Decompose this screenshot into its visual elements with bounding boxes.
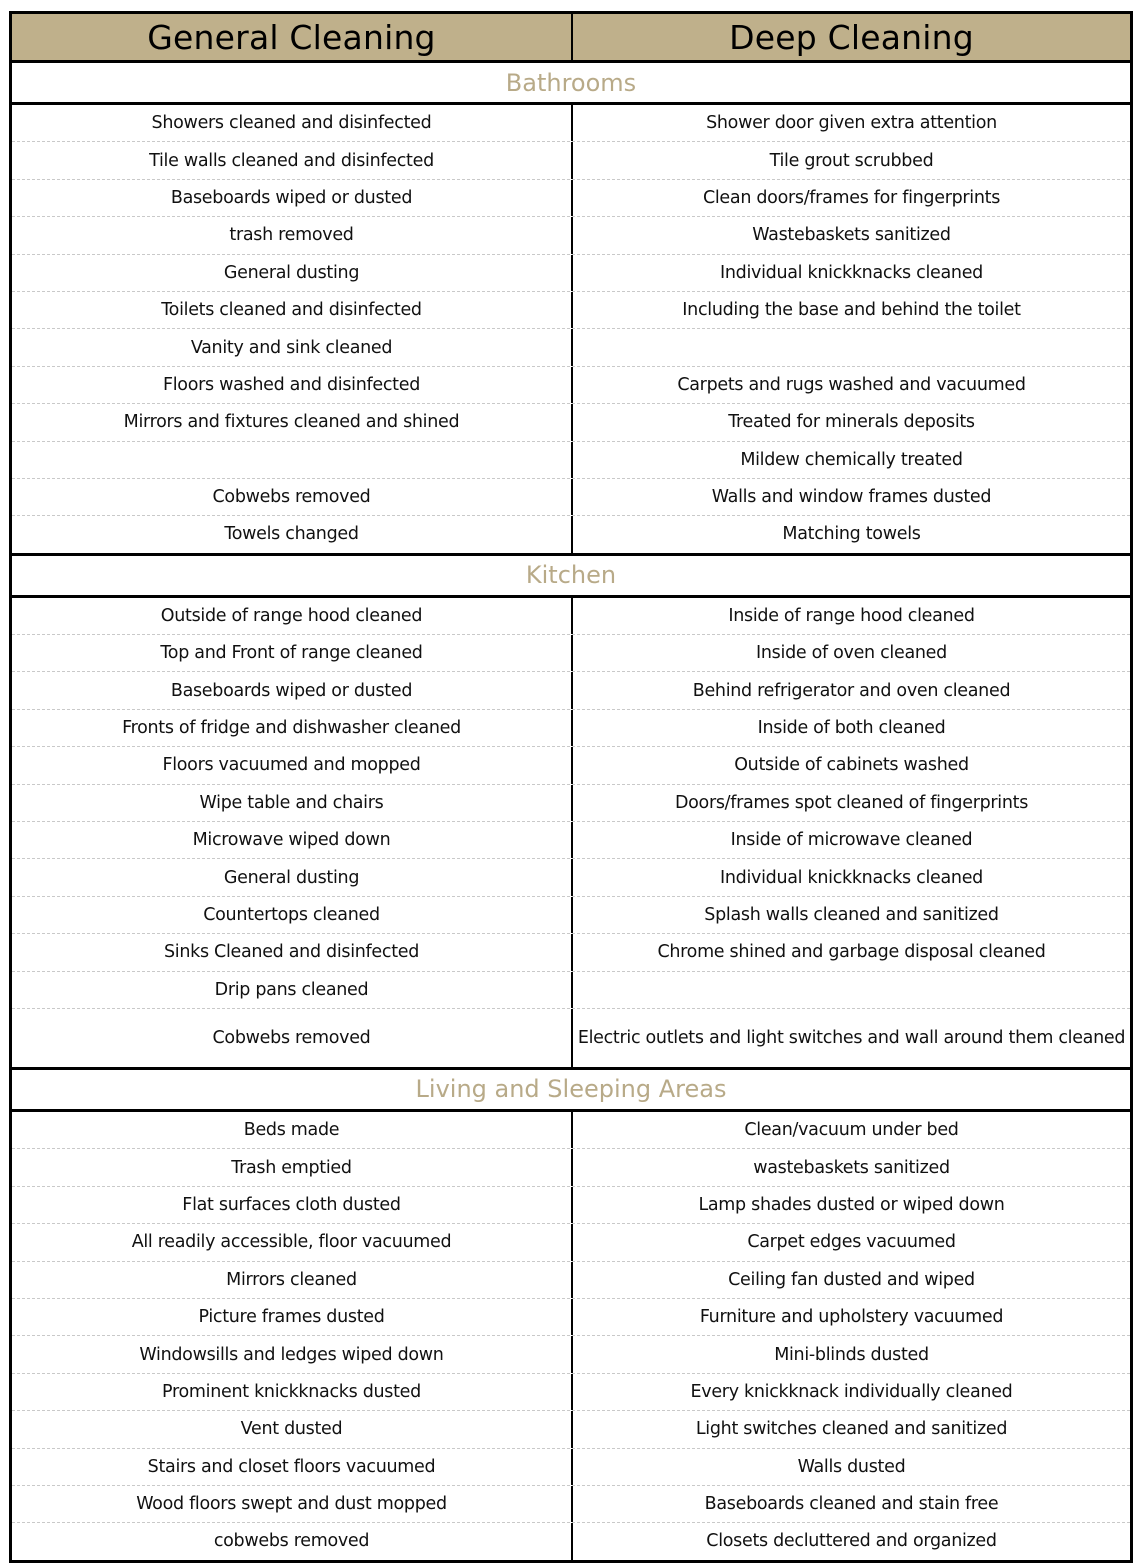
deep-cleaning-task: Inside of microwave cleaned (730, 830, 973, 851)
column-header-general: General Cleaning (12, 14, 573, 60)
general-cleaning-task: General dusting (12, 859, 573, 895)
general-cleaning-task: Picture frames dusted (12, 1299, 573, 1335)
table-row (12, 329, 1130, 366)
deep-cleaning-task: Splash walls cleaned and sanitized (704, 905, 999, 925)
table-row (12, 1449, 1130, 1486)
deep-cleaning-task: Shower door given extra attention (706, 113, 997, 134)
general-cleaning-task: Flat surfaces cloth dusted (12, 1187, 573, 1223)
general-cleaning-task: Cobwebs removed (12, 479, 573, 515)
deep-cleaning-task: Including the base and behind the toilet (682, 300, 1021, 321)
section-title: Kitchen (12, 553, 1130, 598)
deep-cleaning-task: Carpet edges vacuumed (747, 1232, 956, 1253)
deep-cleaning-task: Outside of cabinets washed (734, 755, 969, 776)
table-header (12, 14, 1130, 63)
deep-cleaning-task: Mildew chemically treated (740, 449, 963, 470)
general-cleaning-task: Windowsills and ledges wiped down (12, 1336, 573, 1372)
general-cleaning-task: Baseboards wiped or dusted (12, 180, 573, 216)
general-cleaning-task (12, 442, 573, 478)
deep-cleaning-task: Electric outlets and light switches and wall around them cleaned (577, 1027, 1126, 1048)
deep-cleaning-task: Closets decluttered and organized (706, 1531, 997, 1552)
general-cleaning-task: Outside of range hood cleaned (12, 598, 573, 634)
general-cleaning-task: Countertops cleaned (12, 897, 573, 933)
deep-cleaning-task (573, 972, 1130, 1008)
general-cleaning-task: Microwave wiped down (12, 822, 573, 858)
deep-cleaning-task: Clean doors/frames for fingerprints (702, 187, 1001, 208)
general-cleaning-task: All readily accessible, floor vacuumed (12, 1224, 573, 1260)
deep-cleaning-task (573, 329, 1130, 365)
general-cleaning-task: Trash emptied (12, 1149, 573, 1185)
table-row (12, 1149, 1130, 1186)
table-row (12, 822, 1130, 859)
general-cleaning-task: Showers cleaned and disinfected (12, 105, 573, 141)
table-row (12, 1411, 1130, 1448)
general-cleaning-task: Tile walls cleaned and disinfected (12, 142, 573, 178)
table-row (12, 859, 1130, 896)
deep-cleaning-task: Walls dusted (797, 1456, 906, 1477)
general-cleaning-task: Mirrors cleaned (12, 1262, 573, 1298)
table-row (12, 785, 1130, 822)
deep-cleaning-task: Inside of oven cleaned (756, 643, 947, 664)
table-row (12, 442, 1130, 479)
table-row (12, 255, 1130, 292)
section-title: Bathrooms (12, 63, 1130, 105)
deep-cleaning-task: Individual knickknacks cleaned (720, 262, 983, 283)
deep-cleaning-task: Ceiling fan dusted and wiped (728, 1269, 975, 1290)
table-row (12, 1009, 1130, 1067)
table-row (12, 1187, 1130, 1224)
deep-cleaning-task: Treated for minerals deposits (728, 412, 975, 433)
table-row (12, 1523, 1130, 1559)
table-row (12, 1336, 1130, 1373)
deep-cleaning-task: Clean/vacuum under bed (744, 1120, 959, 1141)
deep-cleaning-task: Behind refrigerator and oven cleaned (692, 680, 1011, 701)
sections-container (12, 63, 1130, 1560)
table-row (12, 292, 1130, 329)
table-row (12, 1374, 1130, 1411)
column-header-deep: Deep Cleaning (729, 17, 974, 57)
general-cleaning-task: Vanity and sink cleaned (12, 329, 573, 365)
cleaning-comparison-table (9, 11, 1133, 1563)
deep-cleaning-task: Tile grout scrubbed (769, 150, 934, 171)
general-cleaning-task: Baseboards wiped or dusted (12, 672, 573, 708)
section-title: Living and Sleeping Areas (12, 1067, 1130, 1112)
table-row (12, 516, 1130, 552)
deep-cleaning-task: Every knickknack individually cleaned (690, 1381, 1013, 1402)
general-cleaning-task: Stairs and closet floors vacuumed (12, 1449, 573, 1485)
general-cleaning-task: Toilets cleaned and disinfected (12, 292, 573, 328)
deep-cleaning-task: Carpets and rugs washed and vacuumed (677, 374, 1026, 395)
deep-cleaning-task: Matching towels (782, 524, 921, 545)
deep-cleaning-task: Lamp shades dusted or wiped down (698, 1194, 1005, 1215)
deep-cleaning-task: Furniture and upholstery vacuumed (699, 1307, 1004, 1328)
general-cleaning-task: Prominent knickknacks dusted (12, 1374, 573, 1410)
deep-cleaning-task: wastebaskets sanitized (753, 1157, 950, 1178)
table-row (12, 635, 1130, 672)
deep-cleaning-task: Doors/frames spot cleaned of fingerprints (674, 792, 1029, 813)
general-cleaning-task: Floors vacuumed and mopped (12, 747, 573, 783)
section-bathrooms (12, 63, 1130, 553)
general-cleaning-task: cobwebs removed (12, 1523, 573, 1559)
deep-cleaning-task: Chrome shined and garbage disposal cleaned (657, 942, 1046, 963)
general-cleaning-task: Cobwebs removed (12, 1009, 573, 1067)
general-cleaning-task: Wood floors swept and dust mopped (12, 1486, 573, 1522)
general-cleaning-task: Fronts of fridge and dishwasher cleaned (12, 710, 573, 746)
table-row (12, 404, 1130, 441)
table-row (12, 1486, 1130, 1523)
table-row (12, 1224, 1130, 1261)
general-cleaning-task: Top and Front of range cleaned (12, 635, 573, 671)
deep-cleaning-task: Inside of both cleaned (757, 718, 946, 739)
deep-cleaning-task: Light switches cleaned and sanitized (695, 1419, 1008, 1440)
table-row (12, 367, 1130, 404)
section-living-and-sleeping-areas (12, 1067, 1130, 1560)
table-row (12, 897, 1130, 934)
general-cleaning-task: General dusting (12, 255, 573, 291)
table-row (12, 934, 1130, 971)
general-cleaning-task: Drip pans cleaned (12, 972, 573, 1008)
general-cleaning-task: Mirrors and fixtures cleaned and shined (12, 404, 573, 440)
general-cleaning-task: Vent dusted (12, 1411, 573, 1447)
table-row (12, 598, 1130, 635)
general-cleaning-task: trash removed (12, 217, 573, 253)
table-row (12, 180, 1130, 217)
table-row (12, 747, 1130, 784)
table-row (12, 105, 1130, 142)
table-row (12, 217, 1130, 254)
table-row (12, 710, 1130, 747)
general-cleaning-task: Floors washed and disinfected (12, 367, 573, 403)
table-row (12, 672, 1130, 709)
general-cleaning-task: Sinks Cleaned and disinfected (12, 934, 573, 970)
general-cleaning-task: Beds made (12, 1112, 573, 1148)
deep-cleaning-task: Baseboards cleaned and stain free (704, 1494, 999, 1515)
general-cleaning-task: Towels changed (12, 516, 573, 552)
table-row (12, 1299, 1130, 1336)
table-row (12, 972, 1130, 1009)
table-row (12, 1262, 1130, 1299)
section-kitchen (12, 553, 1130, 1067)
table-row (12, 479, 1130, 516)
deep-cleaning-task: Individual knickknacks cleaned (720, 867, 983, 888)
deep-cleaning-task: Inside of range hood cleaned (728, 605, 975, 626)
table-row (12, 1112, 1130, 1149)
deep-cleaning-task: Wastebaskets sanitized (752, 225, 951, 246)
table-row (12, 142, 1130, 179)
deep-cleaning-task: Mini-blinds dusted (774, 1344, 929, 1365)
general-cleaning-task: Wipe table and chairs (12, 785, 573, 821)
deep-cleaning-task: Walls and window frames dusted (711, 487, 992, 508)
